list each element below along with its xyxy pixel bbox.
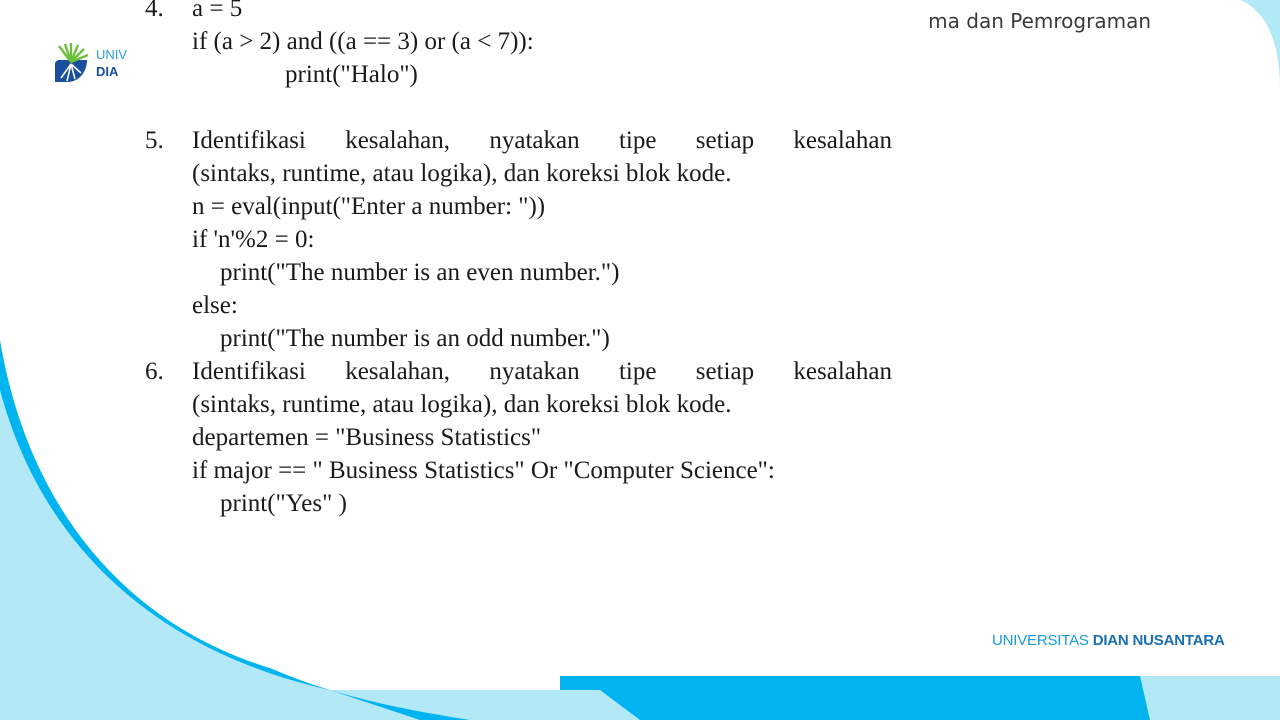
item4-number: 4. [145, 0, 164, 22]
item4-line1: 4. a = 5 [145, 0, 893, 25]
item6-code-line2: if major == " Business Statistics" Or "Computer Science": [192, 457, 775, 484]
exercise-document [145, 0, 893, 520]
footer-university-brand [992, 632, 1225, 649]
course-title-header: ma dan Pemrograman [928, 9, 1151, 33]
logo-text-line2: DIA [96, 64, 119, 79]
item6-number: 6. [145, 358, 164, 385]
item6-code-line3: print("Yes" ) [220, 490, 347, 517]
item5-code-line2: if 'n'%2 = 0: [192, 226, 315, 253]
item4-code-if: if (a > 2) and ((a == 3) or (a < 7)): [192, 28, 534, 55]
bottom-right-light-wedge [1140, 676, 1280, 720]
item5-code-line1: n = eval(input("Enter a number: ")) [192, 193, 546, 220]
item5-number: 5. [145, 127, 164, 154]
item6-code-line1: departemen = "Business Statistics" [192, 424, 542, 451]
item5-code-line4: else: [192, 292, 238, 319]
item4-code-print: print("Halo") [285, 61, 418, 88]
item5-instruction-line1: 5. Identifikasi kesalahan, nyatakan tipe setiap kesalahan [145, 124, 893, 157]
item6-instruction-line2: (sintaks, runtime, atau logika), dan koreksi blok kode. [192, 391, 732, 418]
item5-instruction-line2: (sintaks, runtime, atau logika), dan koreksi blok kode. [192, 160, 732, 187]
footer-brand-part1: UNIVERSITAS [992, 632, 1093, 649]
university-logo [53, 42, 133, 84]
footer-brand-part2: DIAN NUSANTARA [1092, 632, 1225, 649]
item5-code-line3: print("The number is an even number.") [220, 259, 620, 286]
logo-text-line1: UNIV [96, 47, 128, 62]
item5-code-line5: print("The number is an odd number.") [220, 325, 610, 352]
item6-instruction-line1: 6. Identifikasi kesalahan, nyatakan tipe setiap kesalahan [145, 355, 893, 388]
logo-emblem-icon [53, 42, 91, 84]
